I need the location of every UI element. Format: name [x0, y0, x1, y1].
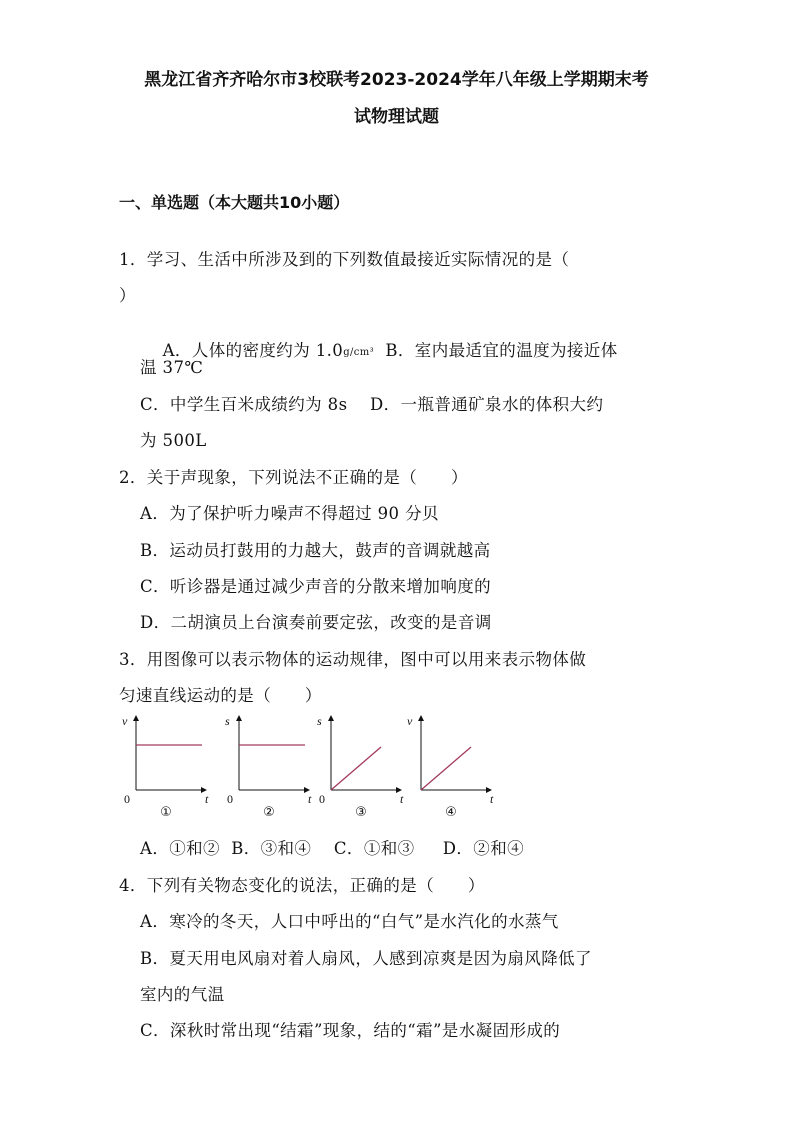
graph-4-line	[421, 747, 471, 790]
graph-2-x-label: t	[308, 792, 312, 806]
q1-option-line-1	[140, 318, 618, 380]
q4-option-b: B．夏天用电风扇对着人扇风，人感到凉爽是因为扇风降低了	[140, 949, 592, 968]
q4-option-b-cont: 室内的气温	[140, 985, 225, 1004]
graph-1	[122, 714, 209, 820]
graph-1-x-label: t	[205, 792, 209, 806]
graph-1-caption: ①	[160, 805, 172, 820]
motion-graphs	[118, 712, 508, 822]
q1-option-line-2: 温 37℃	[140, 358, 204, 377]
q2-option-b: B．运动员打鼓用的力越大，鼓声的音调就越高	[140, 541, 491, 560]
graph-4-caption: ④	[445, 805, 457, 820]
graph-2-origin: 0	[227, 792, 233, 806]
q3-stem-line-2: 匀速直线运动的是（ ）	[119, 686, 322, 705]
graph-3-line	[331, 747, 381, 790]
exam-title	[100, 62, 693, 136]
section-heading: 一、单选题（本大题共10小题）	[119, 193, 350, 212]
graph-3	[317, 714, 404, 820]
q1-stem-line-1: 1．学习、生活中所涉及到的下列数值最接近实际情况的是（	[119, 250, 570, 269]
q1-option-a-unit: g/cm³	[343, 347, 375, 358]
graph-3-caption: ③	[355, 805, 367, 820]
q1-stem-line-2: ）	[119, 286, 136, 305]
q1-option-cd-text: C．中学生百米成绩约为 8s D．一瓶普通矿泉水的体积大约	[140, 395, 604, 414]
graph-3-x-label: t	[400, 792, 404, 806]
q2-option-d: D．二胡演员上台演奏前要定弦，改变的是音调	[140, 613, 492, 632]
graph-1-origin: 0	[124, 792, 130, 806]
graph-4	[407, 714, 494, 820]
graph-4-y-label: v	[407, 714, 413, 728]
q3-options: A．①和② B．③和④ C．①和③ D．②和④	[140, 839, 524, 858]
q1-option-line-4: 为 500L	[140, 431, 207, 450]
graph-2-caption: ②	[263, 805, 275, 820]
title-line-2: 试物理试题	[354, 107, 439, 127]
graph-1-y-label: v	[122, 714, 128, 728]
q1-option-line-3	[140, 391, 603, 415]
q2-option-c: C．听诊器是通过减少声音的分散来增加响度的	[140, 577, 492, 596]
graph-2	[225, 714, 312, 820]
q4-option-c: C．深秋时常出现“结霜”现象，结的“霜”是水凝固形成的	[140, 1021, 561, 1040]
q1-option-b-text: B．室内最适宜的温度为接近体	[374, 341, 618, 360]
q4-stem: 4．下列有关物态变化的说法，正确的是（ ）	[119, 876, 485, 895]
q2-option-a: A．为了保护听力噪声不得超过 90 分贝	[140, 504, 439, 523]
title-line-1: 黑龙江省齐齐哈尔市3校联考2023-2024学年八年级上学期期末考	[144, 70, 649, 90]
q2-stem: 2．关于声现象，下列说法不正确的是（ ）	[119, 468, 468, 487]
q4-option-a: A．寒冷的冬天，人口中呼出的“白气”是水汽化的水蒸气	[140, 912, 559, 931]
graph-3-origin: 0	[319, 792, 325, 806]
graph-4-x-label: t	[490, 792, 494, 806]
graph-3-y-label: s	[317, 714, 322, 728]
graph-2-y-label: s	[225, 714, 230, 728]
q1-option-a-text: A．人体的密度约为 1.0	[162, 341, 344, 360]
q3-stem-line-1: 3．用图像可以表示物体的运动规律，图中可以用来表示物体做	[119, 650, 587, 669]
